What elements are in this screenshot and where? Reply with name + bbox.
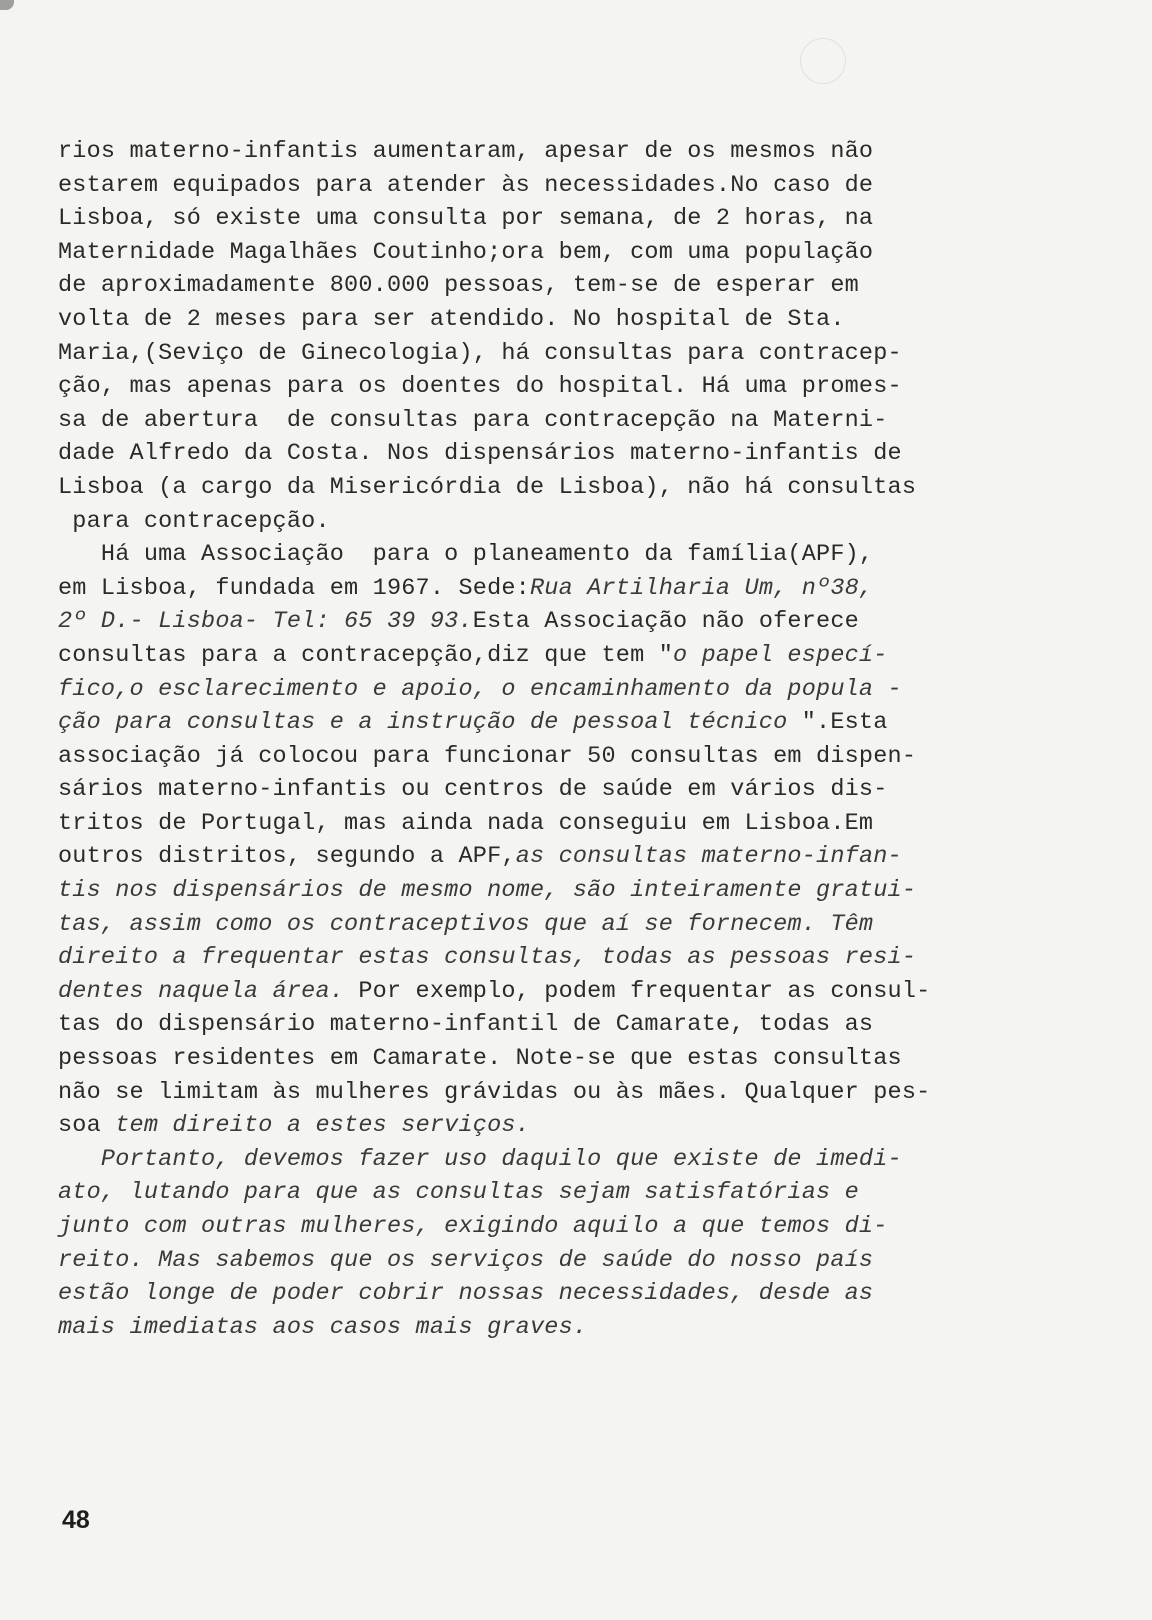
text-segment: Esta Associação não oferece [472, 608, 859, 636]
text-line: rios materno-infantis aumentaram, apesar de os mesmos não [58, 138, 874, 165]
text-line: Há uma Associação para o planeamento da família(APF), [58, 541, 874, 569]
text-line-italic: fico,o esclarecimento e apoio, o encaminhamento da popula - [58, 675, 902, 703]
text-segment: em Lisboa, fundada em 1967. Sede: [58, 574, 530, 602]
text-line [58, 840, 1118, 874]
text-line-italic: tis nos dispensários de mesmo nome, são inteiramente gratui- [58, 877, 917, 905]
text-line-italic: junto com outras mulheres, exigindo aquilo a que temos di- [58, 1213, 888, 1240]
scan-corner-mark [0, 0, 14, 10]
text-line-italic: Portanto, devemos fazer uso daquilo que existe de imedi- [58, 1145, 902, 1173]
italic-segment: dentes naquela área. [58, 977, 345, 1005]
text-line [58, 706, 1118, 740]
text-line: volta de 2 meses para ser atendido. No hospital de Sta. [58, 305, 845, 333]
text-line: ção, mas apenas para os doentes do hospital. Há uma promes- [58, 373, 902, 401]
body-text [58, 135, 1118, 1344]
text-line: sários materno-infantis ou centros de saúde em vários dis- [58, 776, 888, 804]
text-line: Lisboa, só existe uma consulta por semana, de 2 horas, na [58, 205, 874, 233]
italic-address: Rua Artilharia Um, nº38, [529, 574, 874, 602]
page-number: 48 [62, 1506, 90, 1534]
italic-segment: as consultas materno-infan- [515, 843, 902, 871]
text-line: tritos de Portugal, mas ainda nada conseguiu em Lisboa.Em [58, 809, 874, 837]
italic-segment: tem direito a estes serviços. [115, 1112, 530, 1140]
text-segment: soa [58, 1112, 116, 1140]
text-line-italic: mais imediatas aos casos mais graves. [58, 1313, 588, 1341]
text-segment: ".Esta [787, 709, 888, 737]
text-line [58, 975, 1118, 1009]
text-line: Maria,(Seviço de Ginecologia), há consultas para contracep- [58, 339, 902, 367]
text-line: de aproximadamente 800.000 pessoas, tem-se de esperar em [58, 272, 859, 300]
text-segment: outros distritos, segundo a APF, [58, 843, 516, 871]
text-segment: Por exemplo, podem frequentar as consul- [344, 977, 931, 1005]
text-line-italic: estão longe de poder cobrir nossas necessidades, desde as [58, 1280, 874, 1308]
italic-quote: o [673, 641, 702, 669]
text-line: para contracepção. [58, 507, 330, 535]
text-line [58, 605, 1118, 639]
text-line: pessoas residentes em Camarate. Note-se que estas consultas [58, 1045, 902, 1073]
text-line [58, 639, 1118, 673]
text-line: dade Alfredo da Costa. Nos dispensários materno-infantis de [58, 440, 902, 468]
text-line-italic: ato, lutando para que as consultas sejam satisfatórias e [58, 1179, 859, 1207]
text-line-italic: tas, assim como os contraceptivos que aí se fornecem. Têm [58, 910, 874, 938]
text-line [58, 572, 1118, 606]
text-line: associação já colocou para funcionar 50 consultas em dispen- [58, 742, 917, 770]
italic-quote: papel especí- [701, 641, 888, 669]
italic-quote: ção para consultas e a instrução de pessoal técnico [58, 709, 788, 737]
scan-smudge-mark [800, 38, 846, 84]
text-line: sa de abertura de consultas para contracepção na Materni- [58, 406, 888, 434]
text-segment: consultas para a contracepção,diz que tem " [58, 641, 673, 669]
text-line: Maternidade Magalhães Coutinho;ora bem, com uma população [58, 238, 874, 266]
text-line: Lisboa (a cargo da Misericórdia de Lisboa), não há consultas [58, 473, 917, 501]
text-line: estarem equipados para atender às necessidades.No caso de [58, 171, 874, 199]
text-line-italic: reito. Mas sabemos que os serviços de saúde do nosso país [58, 1246, 874, 1274]
text-line [58, 1109, 1118, 1143]
text-line: não se limitam às mulheres grávidas ou às mães. Qualquer pes- [58, 1078, 931, 1106]
text-line: tas do dispensário materno-infantil de Camarate, todas as [58, 1011, 874, 1039]
italic-address: 2º D.- Lisboa- Tel: 65 39 93. [58, 608, 473, 636]
text-line-italic: direito a frequentar estas consultas, todas as pessoas resi- [58, 944, 917, 972]
